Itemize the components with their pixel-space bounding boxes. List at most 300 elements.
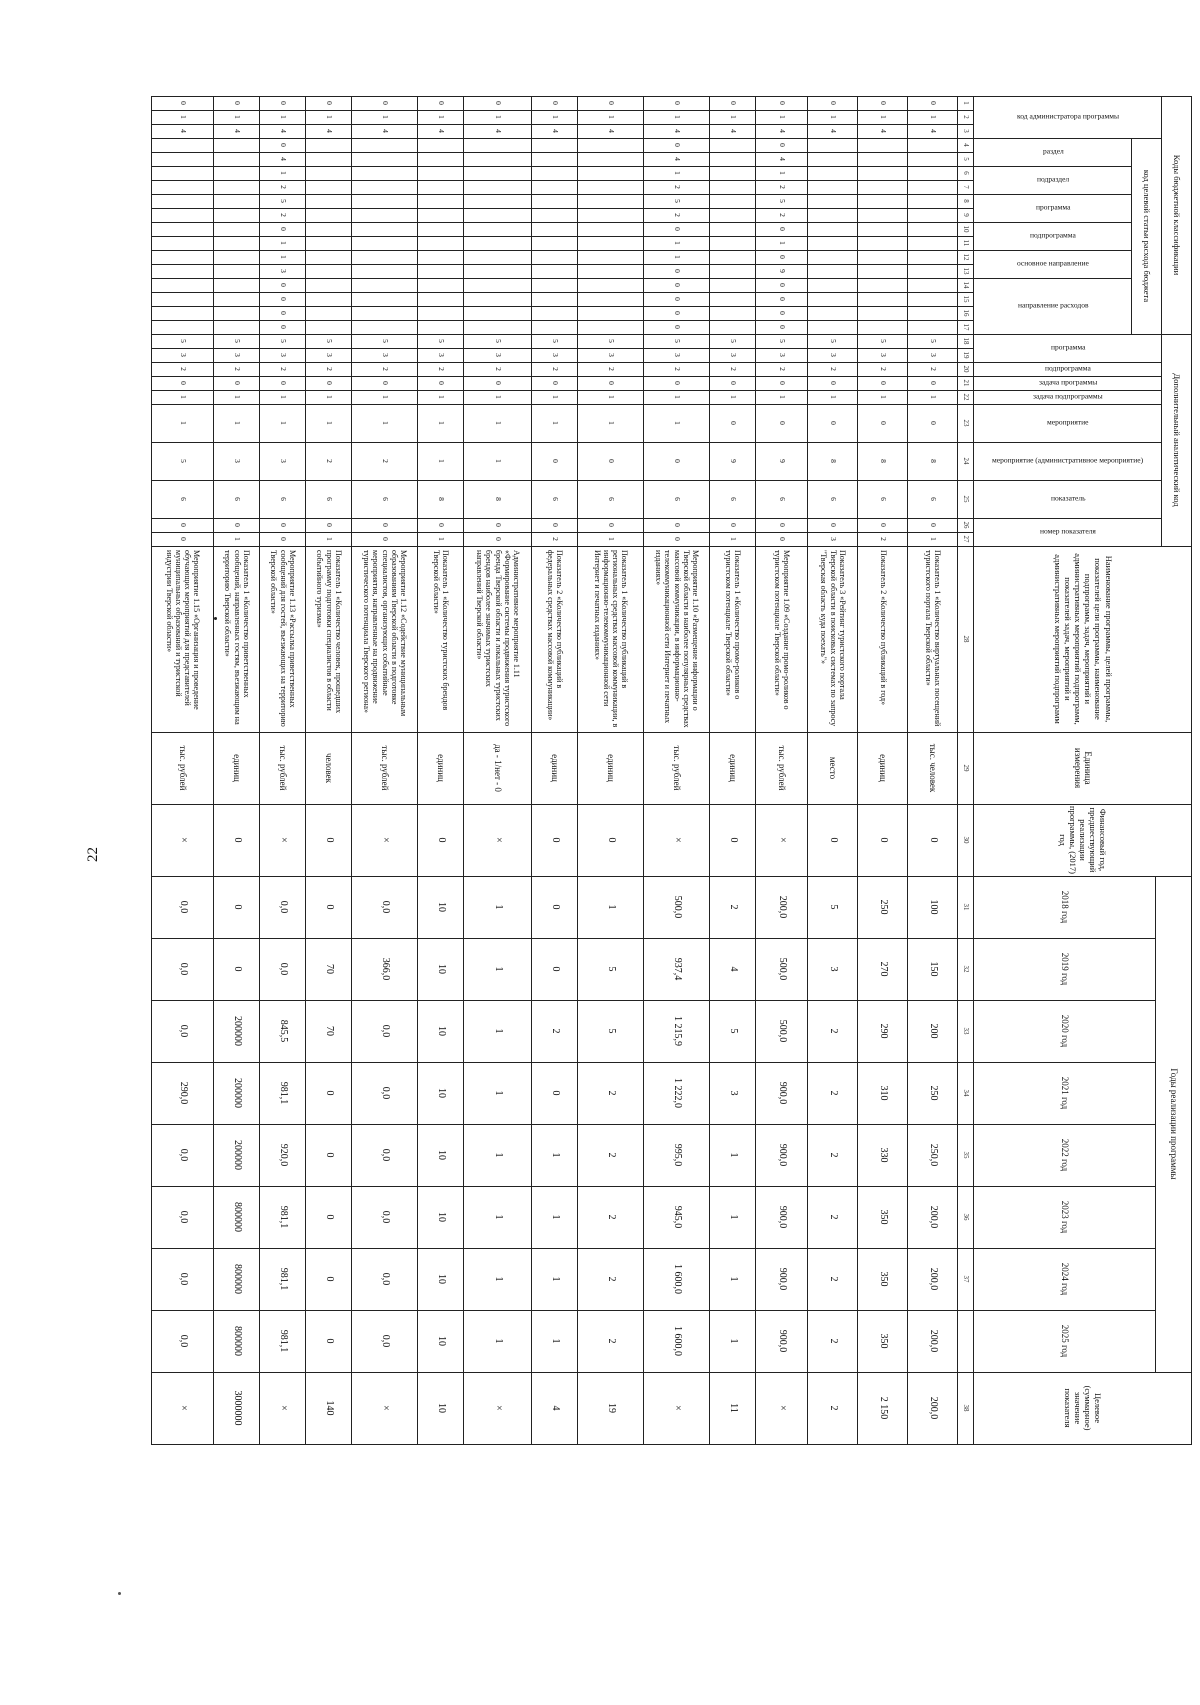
column-number: 28 (962, 635, 971, 643)
code-cell: 5 (778, 339, 788, 343)
row-name: Показатель 1 «Количество виртуальных посещений туристского портала Тверской области» (924, 550, 943, 727)
code-cell: 1 (778, 115, 788, 119)
code-cell: 1 (494, 115, 504, 119)
code-cell: 8 (494, 497, 504, 501)
code-cell: 1 (778, 171, 788, 175)
program-table (164, 88, 1200, 1612)
code-cell: 3 (879, 353, 889, 357)
row-year-value: 1 600,0 (671, 1264, 683, 1294)
row-year-value: 1 (549, 1214, 561, 1220)
code-cell: 3 (607, 353, 617, 357)
code-cell: 2 (729, 367, 739, 371)
row-year-value: 981,1 (277, 1081, 289, 1105)
code-cell: 0 (233, 523, 243, 527)
row-year-value: 0,0 (177, 900, 189, 914)
code-cell: 5 (607, 339, 617, 343)
header-dir-expense: направление расходов (1017, 300, 1089, 310)
row-year-value: 5 (605, 1028, 617, 1034)
code-cell: 0 (778, 311, 788, 315)
row-year-value: 0,0 (277, 900, 289, 914)
code-cell: 4 (233, 129, 243, 133)
row-fin-year: 0 (877, 837, 889, 843)
code-cell: 1 (673, 395, 683, 399)
code-cell: 5 (879, 339, 889, 343)
code-cell: 3 (381, 353, 391, 357)
row-name: Мероприятие 1.10 «Размещение информации о Тверской области в наиболее популярных средствах массовой коммуникации, в информационно-телекоммуникационной сети Интернет и печатных изданиях» (654, 550, 700, 728)
code-cell: 2 (551, 537, 561, 541)
row-year-value: 0 (549, 1090, 561, 1096)
column-number: 8 (962, 199, 971, 203)
code-cell: 0 (673, 143, 683, 147)
code-cell: 4 (607, 129, 617, 133)
row-year-value: 0,0 (177, 1148, 189, 1162)
header-dop-task-subprogram: задача подпрограммы (1033, 391, 1103, 401)
row-year-value: 0,0 (379, 1024, 391, 1038)
code-cell: 0 (778, 297, 788, 301)
header-dop-indicator-number: номер показателя (1040, 526, 1096, 536)
code-cell: 2 (381, 459, 391, 463)
code-cell: 3 (551, 353, 561, 357)
code-cell: 5 (929, 339, 939, 343)
row-unit: тыс. человек (928, 743, 939, 793)
row-year-value: 1 (727, 1214, 739, 1220)
code-cell: 0 (279, 227, 289, 231)
row-year-value: 2 (827, 1152, 839, 1158)
row-year-value: 981,1 (277, 1205, 289, 1229)
code-cell: 0 (279, 143, 289, 147)
header-year: 2020 год (1060, 1014, 1071, 1048)
code-cell: 5 (778, 199, 788, 203)
row-year-value: 2 (827, 1276, 839, 1282)
code-cell: 4 (729, 129, 739, 133)
code-cell: 4 (673, 129, 683, 133)
row-target: 200,0 (927, 1396, 939, 1420)
row-fin-year: 0 (549, 837, 561, 843)
row-year-value: 10 (435, 1150, 447, 1160)
code-cell: 0 (279, 381, 289, 385)
row-unit: единиц (728, 754, 739, 782)
rotated-table-wrapper (164, 88, 1200, 1612)
code-cell: 1 (607, 537, 617, 541)
code-cell: 4 (381, 129, 391, 133)
code-cell: 0 (778, 101, 788, 105)
row-year-value: 0 (323, 1338, 335, 1344)
column-number: 30 (962, 836, 971, 844)
row-fin-year: × (776, 837, 788, 843)
code-cell: 0 (929, 381, 939, 385)
row-year-value: 3 (827, 966, 839, 972)
code-cell: 0 (673, 523, 683, 527)
code-cell: 4 (829, 129, 839, 133)
code-cell: 6 (233, 497, 243, 501)
header-dop-program: программа (1050, 342, 1086, 352)
code-cell: 3 (829, 537, 839, 541)
row-year-value: 981,1 (277, 1329, 289, 1353)
code-cell: 6 (879, 497, 889, 501)
code-cell: 1 (494, 421, 504, 425)
code-cell: 8 (929, 459, 939, 463)
code-cell: 0 (381, 523, 391, 527)
row-year-value: 2 (727, 904, 739, 910)
column-number: 31 (962, 903, 971, 911)
page-number: 22 (85, 847, 101, 862)
row-year-value: 200,0 (927, 1205, 939, 1229)
column-number: 7 (962, 185, 971, 189)
header-unit: Единица измерения (1073, 747, 1094, 789)
row-year-value: 10 (435, 1026, 447, 1036)
row-year-value: 1 (492, 904, 504, 910)
row-year-value: 2 (827, 1338, 839, 1344)
code-cell: 1 (929, 115, 939, 119)
row-name: Показатель 2 «Количество публикаций в год» (878, 550, 888, 706)
row-year-value: 1 (727, 1276, 739, 1282)
code-cell: 2 (673, 367, 683, 371)
row-year-value: 0,0 (177, 962, 189, 976)
row-year-value: 1 (727, 1338, 739, 1344)
code-cell: 1 (673, 255, 683, 259)
row-target: 10 (435, 1403, 447, 1413)
code-cell: 0 (607, 381, 617, 385)
row-year-value: 1 (549, 1152, 561, 1158)
code-cell: 4 (325, 129, 335, 133)
row-fin-year: 0 (827, 837, 839, 843)
row-year-value: 800000 (231, 1202, 243, 1232)
row-year-value: 2 (605, 1152, 617, 1158)
code-cell: 4 (929, 129, 939, 133)
row-target: 140 (323, 1400, 335, 1416)
row-year-value: 200,0 (927, 1329, 939, 1353)
row-year-value: 900,0 (776, 1205, 788, 1229)
code-cell: 2 (279, 367, 289, 371)
row-unit: единиц (550, 754, 561, 782)
code-cell: 1 (879, 115, 889, 119)
header-target: Целевое (суммарное) значение показателя (1062, 1385, 1104, 1431)
code-cell: 0 (829, 421, 839, 425)
code-cell: 0 (494, 537, 504, 541)
row-year-value: 1 (492, 1338, 504, 1344)
row-unit: тыс. рублей (380, 745, 391, 791)
row-year-value: 0,0 (379, 1148, 391, 1162)
row-unit: единиц (878, 754, 889, 782)
row-fin-year: 0 (323, 837, 335, 843)
code-cell: 1 (279, 241, 289, 245)
row-year-value: 250 (927, 1085, 939, 1101)
code-cell: 0 (279, 537, 289, 541)
code-cell: 5 (279, 199, 289, 203)
code-cell: 1 (381, 395, 391, 399)
code-cell: 6 (325, 497, 335, 501)
row-year-value: 3 (727, 1090, 739, 1096)
row-year-value: 200,0 (776, 895, 788, 919)
code-cell: 0 (551, 523, 561, 527)
row-name: Мероприятие 1.09 «Создание промо-роликов о туристском потенциале Тверской области» (773, 550, 792, 710)
code-cell: 6 (729, 497, 739, 501)
row-fin-year: 0 (727, 837, 739, 843)
row-year-value: 10 (435, 1088, 447, 1098)
column-number: 34 (962, 1089, 971, 1097)
column-number: 2 (962, 115, 971, 119)
row-unit: тыс. рублей (672, 745, 683, 791)
code-cell: 1 (778, 241, 788, 245)
row-year-value: 1 (605, 904, 617, 910)
header-group-codes: Коды бюджетной классификации (1172, 154, 1183, 276)
code-cell: 0 (494, 101, 504, 105)
row-fin-year: × (379, 837, 391, 843)
row-year-value: 250,0 (927, 1143, 939, 1167)
column-number: 27 (962, 535, 971, 543)
row-target: 3000000 (231, 1390, 243, 1426)
row-year-value: 10 (435, 1212, 447, 1222)
row-year-value: 945,0 (671, 1205, 683, 1229)
code-cell: 1 (729, 537, 739, 541)
code-cell: 1 (381, 421, 391, 425)
code-cell: 5 (179, 459, 189, 463)
code-cell: 0 (673, 381, 683, 385)
code-cell: 0 (233, 101, 243, 105)
code-cell: 0 (279, 101, 289, 105)
code-cell: 5 (673, 199, 683, 203)
code-cell: 3 (494, 353, 504, 357)
row-year-value: 0,0 (177, 1272, 189, 1286)
header-dop-indicator: показатель (1050, 493, 1086, 503)
code-cell: 0 (607, 523, 617, 527)
header-years-group: Годы реализации программы (1169, 1068, 1180, 1180)
row-year-value: 500,0 (776, 957, 788, 981)
row-name: Показатель 1 «Количество промо-роликов о туристском потенциале Тверской области» (724, 550, 743, 700)
code-cell: 1 (325, 115, 335, 119)
column-number: 18 (962, 337, 971, 345)
row-year-value: 920,0 (277, 1143, 289, 1167)
code-cell: 0 (437, 101, 447, 105)
code-cell: 5 (325, 339, 335, 343)
code-cell: 1 (551, 115, 561, 119)
row-year-value: 845,5 (277, 1019, 289, 1043)
code-cell: 0 (673, 459, 683, 463)
column-number: 33 (962, 1027, 971, 1035)
header-year: 2024 год (1060, 1262, 1071, 1296)
header-year: 2022 год (1060, 1138, 1071, 1172)
row-unit: единиц (232, 754, 243, 782)
row-year-value: 350 (877, 1271, 889, 1287)
column-number: 21 (962, 379, 971, 387)
row-year-value: 0,0 (379, 1272, 391, 1286)
column-number: 11 (962, 239, 971, 247)
row-name: Показатель 1 «Количество публикаций в региональных средствах массовой коммуникации, в информационно-телекоммуникационной сети Интернет и печатных изданиях» (592, 550, 630, 728)
header-program: программа (1035, 202, 1071, 212)
code-cell: 4 (778, 129, 788, 133)
code-cell: 0 (673, 311, 683, 315)
code-cell: 1 (279, 255, 289, 259)
code-cell: 2 (233, 367, 243, 371)
code-cell: 0 (494, 381, 504, 385)
row-year-value: 200000 (231, 1016, 243, 1046)
code-cell: 0 (778, 523, 788, 527)
code-cell: 0 (179, 537, 189, 541)
column-number: 9 (962, 213, 971, 217)
code-cell: 0 (673, 325, 683, 329)
code-cell: 4 (437, 129, 447, 133)
row-year-value: 350 (877, 1209, 889, 1225)
code-cell: 1 (729, 115, 739, 119)
row-year-value: 200 (927, 1023, 939, 1039)
code-cell: 3 (279, 269, 289, 273)
column-number: 36 (962, 1213, 971, 1221)
code-cell: 9 (729, 459, 739, 463)
code-cell: 2 (381, 367, 391, 371)
row-year-value: 366,0 (379, 957, 391, 981)
row-year-value: 937,4 (671, 957, 683, 981)
code-cell: 2 (879, 367, 889, 371)
code-cell: 6 (673, 497, 683, 501)
header-dop-measure: мероприятие (1047, 417, 1089, 427)
header-dop-subprogram: подпрограмма (1045, 363, 1091, 373)
row-year-value: 70 (323, 1026, 335, 1036)
row-year-value: 5 (605, 966, 617, 972)
code-cell: 0 (879, 421, 889, 425)
code-cell: 0 (929, 523, 939, 527)
code-cell: 5 (233, 339, 243, 343)
code-cell: 3 (179, 353, 189, 357)
code-cell: 1 (829, 115, 839, 119)
row-year-value: 0 (231, 966, 243, 972)
code-cell: 2 (673, 213, 683, 217)
row-year-value: 0 (549, 966, 561, 972)
row-year-value: 290 (877, 1023, 889, 1039)
code-cell: 0 (233, 381, 243, 385)
code-cell: 0 (179, 523, 189, 527)
code-cell: 8 (829, 459, 839, 463)
column-number: 25 (962, 495, 971, 503)
column-number: 3 (962, 129, 971, 133)
row-year-value: 1 (492, 1152, 504, 1158)
row-year-value: 800000 (231, 1326, 243, 1356)
row-year-value: 0,0 (379, 1334, 391, 1348)
row-target: 2 (827, 1405, 839, 1411)
code-cell: 6 (179, 497, 189, 501)
code-cell: 2 (778, 185, 788, 189)
code-cell: 1 (381, 115, 391, 119)
column-number: 35 (962, 1151, 971, 1159)
code-cell: 6 (607, 497, 617, 501)
code-cell: 0 (381, 537, 391, 541)
row-year-value: 100 (927, 899, 939, 915)
row-target: × (277, 1405, 289, 1411)
code-cell: 4 (879, 129, 889, 133)
header-name: Наименование программы, целей программы, показателей цели программы, наименование подпрограмм, задач, мероприятий и административных мероприятий подпрограмм, показателей задач, мероприятий и административных мероприятий подпрограмм (1052, 553, 1114, 725)
column-number: 4 (962, 143, 971, 147)
row-name: Показатель 1 «Количество приветственных сообщений, направленных гостям, въезжающим на территорию Тверской области» (223, 550, 251, 725)
code-cell: 0 (778, 537, 788, 541)
row-fin-year: 0 (231, 837, 243, 843)
code-cell: 0 (607, 459, 617, 463)
row-year-value: 900,0 (776, 1081, 788, 1105)
row-fin-year: × (277, 837, 289, 843)
row-year-value: 900,0 (776, 1267, 788, 1291)
row-year-value: 0 (231, 904, 243, 910)
row-year-value: 2 (549, 1028, 561, 1034)
code-cell: 6 (381, 497, 391, 501)
code-cell: 0 (879, 381, 889, 385)
code-cell: 1 (778, 395, 788, 399)
code-cell: 4 (279, 157, 289, 161)
row-year-value: 900,0 (776, 1329, 788, 1353)
row-year-value: 200000 (231, 1078, 243, 1108)
column-number: 10 (962, 225, 971, 233)
code-cell: 2 (673, 185, 683, 189)
row-year-value: 0,0 (177, 1334, 189, 1348)
code-cell: 1 (179, 395, 189, 399)
row-year-value: 2 (827, 1214, 839, 1220)
row-name: Показатель 3 «Рейтинг туристского портала Тверской области в поисковых системах по запросу "Тверская область куда поехать"» (819, 550, 847, 727)
code-cell: 0 (279, 297, 289, 301)
row-unit: единиц (606, 754, 617, 782)
row-year-value: 0,0 (379, 1210, 391, 1224)
code-cell: 0 (729, 523, 739, 527)
code-cell: 1 (279, 421, 289, 425)
code-cell: 8 (879, 459, 889, 463)
column-number: 37 (962, 1275, 971, 1283)
code-cell: 0 (929, 421, 939, 425)
code-cell: 1 (437, 459, 447, 463)
code-cell: 5 (179, 339, 189, 343)
code-cell: 0 (551, 459, 561, 463)
code-cell: 2 (179, 367, 189, 371)
code-cell: 1 (607, 395, 617, 399)
row-year-value: 5 (827, 904, 839, 910)
code-cell: 1 (494, 395, 504, 399)
row-year-value: 1 (549, 1338, 561, 1344)
column-number: 29 (962, 764, 971, 772)
column-number: 16 (962, 309, 971, 317)
header-year: 2023 год (1060, 1200, 1071, 1234)
code-cell: 2 (778, 367, 788, 371)
code-cell: 1 (929, 537, 939, 541)
row-year-value: 10 (435, 1274, 447, 1284)
code-cell: 5 (829, 339, 839, 343)
row-year-value: 0 (323, 1214, 335, 1220)
row-unit: да - 1/нет - 0 (493, 744, 504, 792)
header-group-additional: Дополнительный аналитический код (1172, 373, 1183, 507)
code-cell: 2 (607, 367, 617, 371)
code-cell: 1 (279, 171, 289, 175)
code-cell: 1 (325, 537, 335, 541)
row-fin-year: 0 (435, 837, 447, 843)
code-cell: 3 (673, 353, 683, 357)
row-target: × (776, 1405, 788, 1411)
code-cell: 0 (673, 227, 683, 231)
column-number: 38 (962, 1404, 971, 1412)
row-unit: тыс. рублей (777, 745, 788, 791)
column-number: 15 (962, 295, 971, 303)
header-fin-year: Финансовый год, предшествующий реализации программы, (2017) год (1057, 806, 1109, 874)
code-cell: 0 (279, 325, 289, 329)
code-cell: 4 (179, 129, 189, 133)
header-dop-task-program: задача программы (1038, 377, 1098, 387)
code-cell: 0 (673, 283, 683, 287)
code-cell: 0 (778, 325, 788, 329)
column-number: 17 (962, 323, 971, 331)
code-cell: 1 (325, 421, 335, 425)
row-name: Административное мероприятие 1.11 «Формирование системы продвижения туристского бренда Тверской области и локальных туристских брендов наиболее значимых туристских направлений Тверской области» (475, 550, 521, 727)
column-number: 12 (962, 253, 971, 261)
header-group-target: код целевой статьи расхода бюджета (1142, 169, 1153, 303)
code-cell: 6 (279, 497, 289, 501)
code-cell: 3 (233, 459, 243, 463)
row-year-value: 10 (435, 1336, 447, 1346)
column-number: 5 (962, 157, 971, 161)
row-target: 11 (727, 1403, 739, 1413)
row-name: Мероприятие 1.15 «Организация и проведение обучающих мероприятий для представителей муниципальных образований и туристской индустрии Тверской области» (164, 550, 202, 710)
